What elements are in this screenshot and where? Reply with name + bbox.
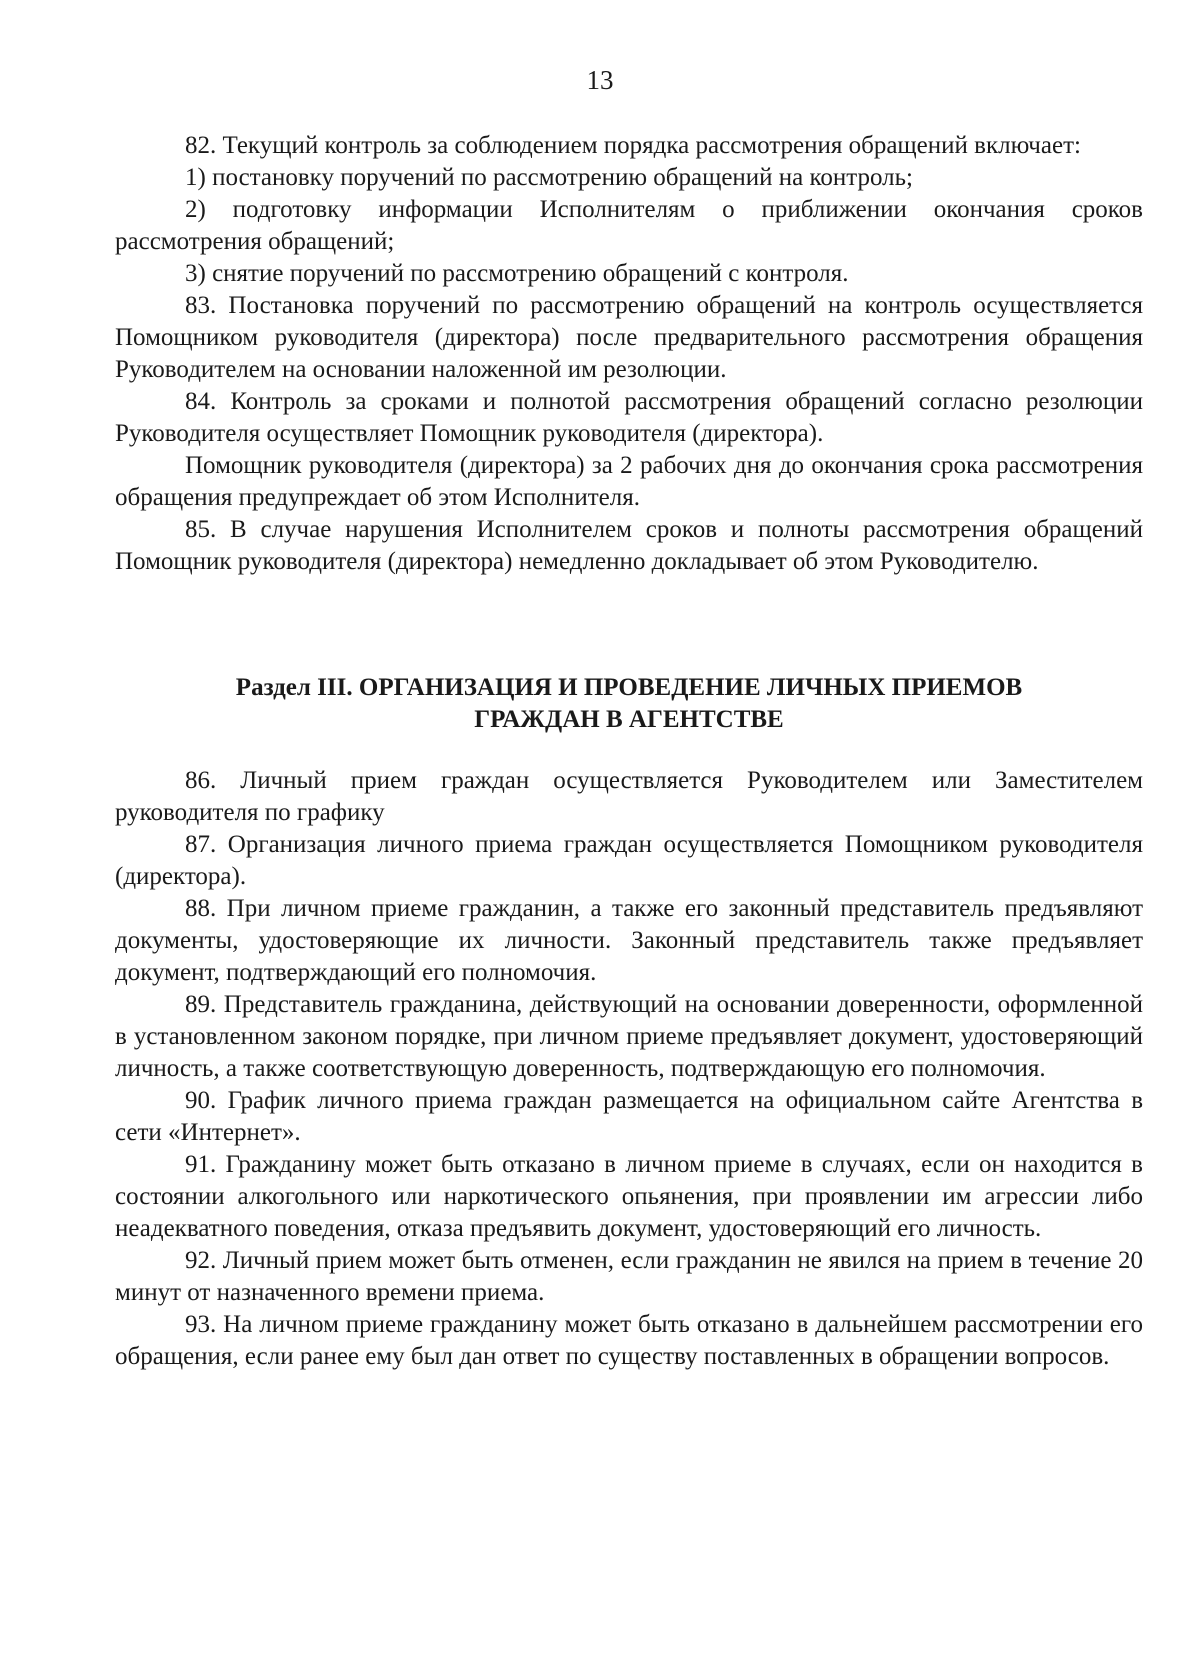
paragraph-82-item-2: 2) подготовку информации Исполнителям о приближении окончания сроков рассмотрения обращений;: [115, 196, 1143, 255]
paragraph-89: 89. Представитель гражданина, действующий на основании доверенности, оформленной в установленном законом порядке, при личном приеме предъявляет документ, удостоверяющий личность, а также соответствующую доверенность, подтверждающую его полномочия.: [115, 991, 1143, 1082]
paragraph-91: 91. Гражданину может быть отказано в личном приеме в случаях, если он находится в состоянии алкогольного или наркотического опьянения, при проявлении им агрессии либо неадекватного поведения, отказа предъявить документ, удостоверяющий его личность.: [115, 1151, 1143, 1242]
paragraph-92: 92. Личный прием может быть отменен, если гражданин не явился на прием в течение 20 минут от назначенного времени приема.: [115, 1247, 1143, 1306]
paragraph-84-continued: Помощник руководителя (директора) за 2 рабочих дня до окончания срока рассмотрения обращения предупреждает об этом Исполнителя.: [115, 452, 1143, 511]
paragraph-86: 86. Личный прием граждан осуществляется Руководителем или Заместителем руководителя по графику: [115, 767, 1143, 826]
page-number: 13: [586, 65, 614, 95]
paragraph-84: 84. Контроль за сроками и полнотой рассмотрения обращений согласно резолюции Руководителя осуществляет Помощник руководителя (директора).: [115, 388, 1143, 447]
paragraph-88: 88. При личном приеме гражданин, а также его законный представитель предъявляют документы, удостоверяющие их личности. Законный представитель также предъявляет документ, подтверждающий его полномочия.: [115, 895, 1143, 986]
section-heading: [115, 672, 1143, 736]
paragraph-93: 93. На личном приеме гражданину может быть отказано в дальнейшем рассмотрении его обращения, если ранее ему был дан ответ по существу поставленных в обращении вопросов.: [115, 1311, 1143, 1370]
paragraph-90: 90. График личного приема граждан размещается на официальном сайте Агентства в сети «Интернет».: [115, 1087, 1143, 1146]
paragraphs-after-section: [115, 765, 1143, 1373]
section-heading-line-2: ГРАЖДАН В АГЕНТСТВЕ: [474, 706, 784, 733]
paragraphs-before-section: [115, 130, 1143, 578]
paragraph-85: 85. В случае нарушения Исполнителем сроков и полноты рассмотрения обращений Помощник руководителя (директора) немедленно докладывает об этом Руководителю.: [115, 516, 1143, 575]
paragraph-82: 82. Текущий контроль за соблюдением порядка рассмотрения обращений включает:: [185, 132, 1081, 159]
paragraph-82-item-3: 3) снятие поручений по рассмотрению обращений с контроля.: [185, 260, 849, 287]
paragraph-87: 87. Организация личного приема граждан осуществляется Помощником руководителя (директора).: [115, 831, 1143, 890]
paragraph-83: 83. Постановка поручений по рассмотрению обращений на контроль осуществляется Помощником руководителя (директора) после предварительного рассмотрения обращения Руководителем на основании наложенной им резолюции.: [115, 292, 1143, 383]
section-heading-line-1: Раздел III. ОРГАНИЗАЦИЯ И ПРОВЕДЕНИЕ ЛИЧНЫХ ПРИЕМОВ: [235, 674, 1023, 701]
paragraph-82-item-1: 1) постановку поручений по рассмотрению обращений на контроль;: [185, 164, 914, 191]
